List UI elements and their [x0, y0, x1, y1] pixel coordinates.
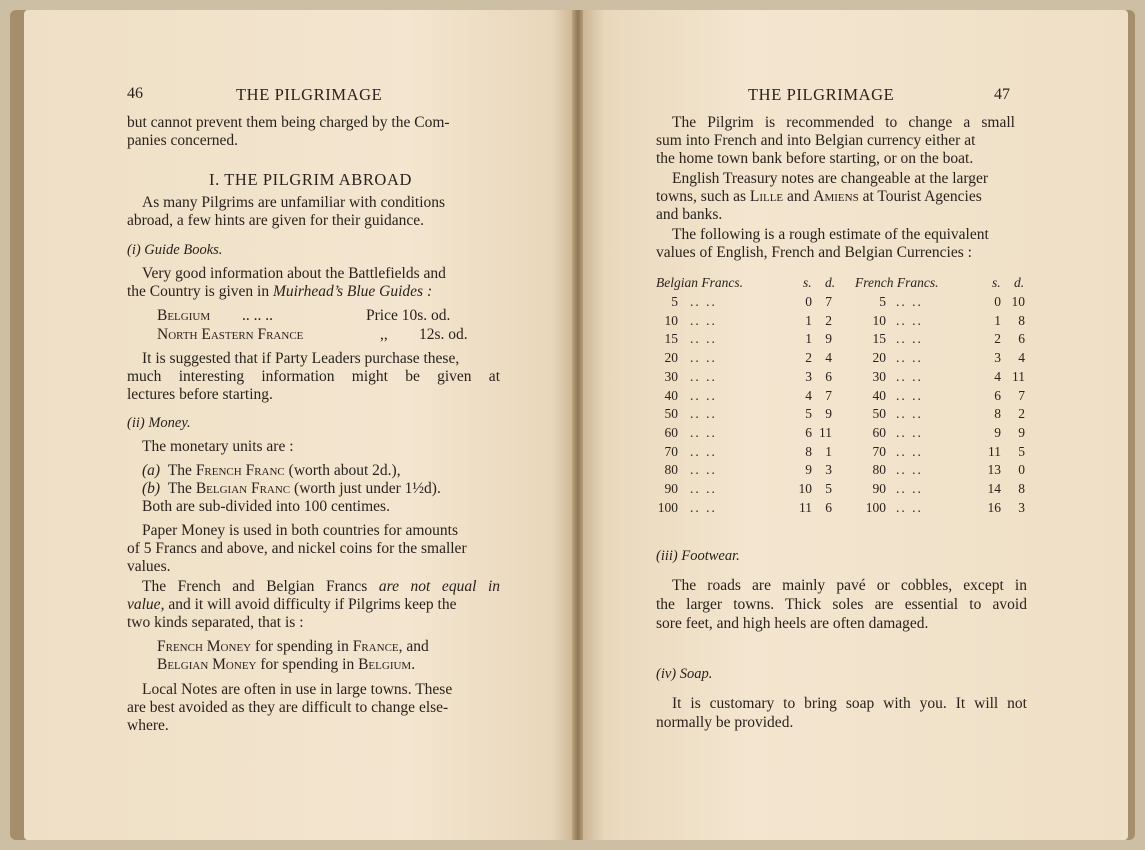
- shillings-header: s.: [992, 275, 1001, 290]
- dot-leader: .. ..: [690, 350, 717, 365]
- french-francs-value: 20: [872, 350, 886, 365]
- french-shillings-value: 13: [987, 462, 1001, 477]
- french-shillings-value: 2: [994, 331, 1001, 346]
- subsection-heading: (iv) Soap.: [656, 666, 713, 682]
- dot-leader: .. ..: [690, 331, 717, 346]
- french-shillings-value: 11: [988, 444, 1001, 459]
- belgian-francs-value: 70: [664, 444, 678, 459]
- french-pence-value: 0: [1018, 462, 1025, 477]
- french-shillings-value: 8: [994, 406, 1001, 421]
- running-head: THE PILGRIMAGE: [748, 85, 895, 104]
- dot-leader: .. ..: [896, 350, 923, 365]
- text-line: much interesting information might be given at: [127, 368, 500, 385]
- text-span: French Money: [157, 638, 252, 655]
- french-pence-value: 3: [1018, 500, 1025, 515]
- french-francs-value: 10: [872, 313, 886, 328]
- dot-leader: .. ..: [896, 313, 923, 328]
- shillings-header: s.: [803, 275, 812, 290]
- text-span: for spending in: [256, 656, 359, 673]
- belgian-shillings-value: 6: [805, 425, 812, 440]
- page-number: 47: [994, 86, 1010, 103]
- text-span: The: [167, 480, 196, 497]
- text-line: [127, 283, 432, 301]
- dot-leader: .. ..: [690, 444, 717, 459]
- pence-header: d.: [825, 275, 836, 290]
- belgian-shillings-value: 4: [805, 388, 812, 403]
- belgian-pence-value: 6: [825, 369, 832, 384]
- book-spread: [10, 10, 1135, 840]
- text-span: France: [352, 638, 399, 655]
- french-shillings-value: 6: [994, 388, 1001, 403]
- belgian-francs-value: 20: [664, 350, 678, 365]
- place-name: Amiens: [813, 188, 859, 205]
- text-line: It is customary to bring soap with you. It will not: [672, 695, 1027, 712]
- belgian-pence-value: 9: [825, 331, 832, 346]
- belgian-francs-value: 15: [664, 331, 678, 346]
- french-francs-value: 80: [872, 462, 886, 477]
- belgian-francs-value: 50: [664, 406, 678, 421]
- text-line: English Treasury notes are changeable at the larger: [672, 170, 989, 187]
- text-line: Very good information about the Battlefields and: [142, 265, 446, 282]
- text-line: Both are sub-divided into 100 centimes.: [142, 498, 390, 515]
- dot-leader: .. ..: [896, 481, 923, 496]
- dot-leader: .. ..: [690, 388, 717, 403]
- dot-leader: .. ..: [690, 369, 717, 384]
- text-line: As many Pilgrims are unfamiliar with conditions: [142, 194, 446, 211]
- belgian-pence-value: 3: [825, 462, 832, 477]
- text-line: [127, 596, 456, 614]
- text-line: panies concerned.: [127, 132, 239, 149]
- text-line: are best avoided as they are difficult to change else-: [127, 699, 449, 716]
- text-line: the home town bank before starting, or on the boat.: [656, 150, 974, 167]
- text-line: [157, 656, 415, 674]
- french-pence-value: 9: [1018, 425, 1025, 440]
- belgian-shillings-value: 1: [805, 331, 812, 346]
- text-line: and banks.: [656, 206, 723, 223]
- text-span: are not equal in: [378, 578, 500, 595]
- french-pence-value: 4: [1018, 350, 1025, 365]
- french-pence-value: 7: [1018, 388, 1025, 403]
- text-line: [157, 638, 429, 656]
- price: 12s. od.: [419, 326, 468, 343]
- french-shillings-value: 3: [994, 350, 1001, 365]
- dot-leader: .. ..: [690, 406, 717, 421]
- dot-leader: .. ..: [896, 444, 923, 459]
- text-span: and: [783, 188, 814, 205]
- text-span: Belgian Franc: [195, 480, 291, 497]
- list-marker: (b): [142, 480, 161, 497]
- subsection-heading: (ii) Money.: [127, 415, 191, 431]
- belgian-pence-value: 7: [825, 294, 832, 309]
- text-line: lectures before starting.: [127, 386, 273, 403]
- belgian-pence-value: 1: [825, 444, 832, 459]
- french-pence-value: 5: [1018, 444, 1025, 459]
- belgian-francs-header: Belgian Francs.: [656, 275, 743, 290]
- text-line: The Pilgrim is recommended to change a small: [672, 114, 1015, 131]
- text-span: The: [167, 462, 196, 479]
- dot-leader: .. ..: [896, 500, 923, 515]
- text-span: Belgium: [358, 656, 412, 673]
- text-line: It is suggested that if Party Leaders purchase these,: [142, 350, 460, 367]
- dot-leader: .. ..: [690, 500, 717, 515]
- text-line: values.: [127, 558, 171, 575]
- guide-label: Belgium: [157, 307, 211, 324]
- dot-leader: .. ..: [690, 425, 717, 440]
- text-line: of 5 Francs and above, and nickel coins for the smaller: [127, 540, 467, 557]
- text-line: values of English, French and Belgian Currencies :: [656, 244, 972, 261]
- french-francs-header: French Francs.: [855, 275, 939, 290]
- belgian-pence-value: 6: [825, 500, 832, 515]
- right-page: [583, 10, 1128, 840]
- belgian-shillings-value: 10: [798, 481, 812, 496]
- french-francs-value: 50: [872, 406, 886, 421]
- dot-leader: .. ..: [690, 481, 717, 496]
- ditto-mark: ,,: [380, 326, 388, 343]
- belgian-shillings-value: 0: [805, 294, 812, 309]
- dot-leader: .. ..: [896, 425, 923, 440]
- dot-leader: .. ..: [690, 294, 717, 309]
- belgian-francs-value: 90: [664, 481, 678, 496]
- dot-leader: .. ..: [896, 331, 923, 346]
- text-line: Paper Money is used in both countries for amounts: [142, 522, 458, 539]
- french-pence-value: 2: [1018, 406, 1025, 421]
- french-shillings-value: 4: [994, 369, 1001, 384]
- list-marker: (a): [142, 462, 161, 479]
- text-line: Local Notes are often in use in large towns. These: [142, 681, 453, 698]
- text-span: The French and Belgian Francs: [142, 578, 379, 595]
- text-span: , and: [398, 638, 429, 655]
- text-span: towns, such as: [656, 188, 750, 205]
- belgian-francs-value: 40: [664, 388, 678, 403]
- text-span: .: [411, 656, 416, 673]
- pence-header: d.: [1014, 275, 1025, 290]
- french-francs-value: 15: [872, 331, 886, 346]
- currency-unit-a: [142, 462, 401, 480]
- text-line: sore feet, and high heels are often damaged.: [656, 615, 929, 632]
- text-span: the Country is given in: [127, 283, 273, 300]
- belgian-shillings-value: 3: [805, 369, 812, 384]
- page-number: 46: [127, 85, 143, 102]
- text-span: and it will avoid difficulty if Pilgrims keep the: [164, 596, 457, 613]
- place-name: Lille: [749, 188, 784, 205]
- dot-leader: .. ..: [896, 462, 923, 477]
- left-page: [24, 10, 574, 840]
- french-pence-value: 8: [1018, 481, 1025, 496]
- belgian-shillings-value: 5: [805, 406, 812, 421]
- text-line: two kinds separated, that is :: [127, 614, 304, 631]
- text-line: sum into French and into Belgian currency either at: [656, 132, 976, 149]
- dot-leader: .. .. ..: [242, 307, 273, 324]
- belgian-francs-value: 30: [664, 369, 678, 384]
- running-head: THE PILGRIMAGE: [236, 85, 383, 104]
- dot-leader: .. ..: [896, 369, 923, 384]
- subsection-heading: (iii) Footwear.: [656, 548, 740, 564]
- section-title: I. THE PILGRIM ABROAD: [209, 170, 412, 189]
- dot-leader: .. ..: [690, 462, 717, 477]
- text-line: The monetary units are :: [142, 438, 294, 455]
- text-span: (worth just under 1½d).: [290, 480, 441, 497]
- french-francs-value: 60: [872, 425, 886, 440]
- belgian-francs-value: 10: [664, 313, 678, 328]
- text-span: Belgian Money: [157, 656, 257, 673]
- text-span: (worth about 2d.),: [284, 462, 401, 479]
- belgian-pence-value: 9: [825, 406, 832, 421]
- text-line: The following is a rough estimate of the equivalent: [672, 226, 989, 243]
- french-shillings-value: 9: [994, 425, 1001, 440]
- french-francs-value: 100: [865, 500, 886, 515]
- belgian-pence-value: 7: [825, 388, 832, 403]
- book-title: Muirhead’s Blue Guides :: [272, 283, 433, 300]
- french-francs-value: 40: [872, 388, 886, 403]
- price: Price 10s. od.: [366, 307, 451, 324]
- price-row: [157, 307, 210, 325]
- belgian-shillings-value: 9: [805, 462, 812, 477]
- currency-unit-b: [142, 480, 441, 498]
- text-span: value,: [127, 596, 165, 613]
- text-span: for spending in: [251, 638, 353, 655]
- belgian-francs-value: 80: [664, 462, 678, 477]
- belgian-shillings-value: 11: [799, 500, 812, 515]
- belgian-pence-value: 4: [825, 350, 832, 365]
- french-francs-value: 30: [872, 369, 886, 384]
- subsection-heading: (i) Guide Books.: [127, 242, 223, 258]
- guide-label: North Eastern France: [157, 326, 304, 343]
- dot-leader: .. ..: [896, 388, 923, 403]
- text-line: normally be provided.: [656, 714, 794, 731]
- french-francs-value: 5: [879, 294, 886, 309]
- belgian-pence-value: 11: [819, 425, 832, 440]
- french-francs-value: 70: [872, 444, 886, 459]
- text-line: but cannot prevent them being charged by the Com-: [127, 114, 450, 131]
- belgian-francs-value: 5: [671, 294, 678, 309]
- text-line: where.: [127, 717, 169, 734]
- text-line: [142, 578, 500, 596]
- french-pence-value: 6: [1018, 331, 1025, 346]
- belgian-francs-value: 60: [664, 425, 678, 440]
- text-span: French Franc: [195, 462, 285, 479]
- french-shillings-value: 16: [987, 500, 1001, 515]
- dot-leader: .. ..: [896, 406, 923, 421]
- text-line: The roads are mainly pavé or cobbles, except in: [672, 577, 1027, 594]
- text-line: the larger towns. Thick soles are essential to avoid: [656, 596, 1027, 613]
- dot-leader: .. ..: [896, 294, 923, 309]
- text-line: abroad, a few hints are given for their guidance.: [127, 212, 424, 229]
- belgian-shillings-value: 2: [805, 350, 812, 365]
- french-pence-value: 10: [1011, 294, 1025, 309]
- belgian-shillings-value: 1: [805, 313, 812, 328]
- french-shillings-value: 1: [994, 313, 1001, 328]
- text-span: at Tourist Agencies: [858, 188, 982, 205]
- belgian-pence-value: 5: [825, 481, 832, 496]
- french-pence-value: 8: [1018, 313, 1025, 328]
- belgian-shillings-value: 8: [805, 444, 812, 459]
- dot-leader: .. ..: [690, 313, 717, 328]
- belgian-pence-value: 2: [825, 313, 832, 328]
- french-shillings-value: 0: [994, 294, 1001, 309]
- french-francs-value: 90: [872, 481, 886, 496]
- belgian-francs-value: 100: [657, 500, 678, 515]
- french-shillings-value: 14: [987, 481, 1001, 496]
- french-pence-value: 11: [1012, 369, 1025, 384]
